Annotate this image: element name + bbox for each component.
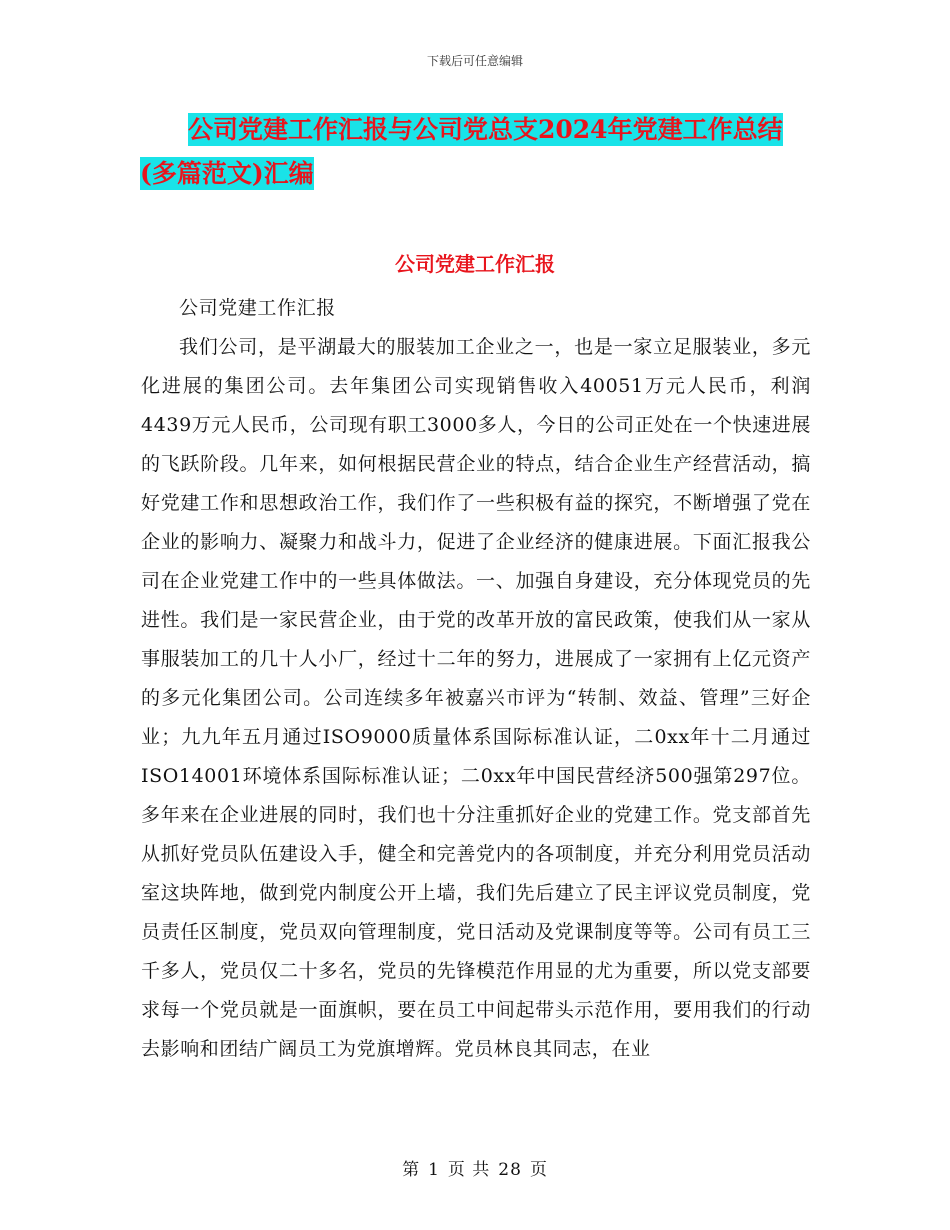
body-text xyxy=(141,289,811,1069)
footer-prefix: 第 xyxy=(402,1160,421,1180)
page-footer xyxy=(0,1155,950,1180)
document-title xyxy=(140,108,860,196)
total-pages: 28 xyxy=(498,1160,522,1180)
header-note: 下载后可任意编辑 xyxy=(426,54,523,68)
footer-suffix: 页 xyxy=(529,1160,548,1180)
paragraph-main: 我们公司，是平湖最大的服装加工企业之一，也是一家立足服装业，多元化进展的集团公司。去年集团公司实现销售收入40051万元人民币，利润4439万元人民币，公司现有职工3000多人，今日的公司正处在一个快速进展的飞跃阶段。几年来，如何根据民营企业的特点，结合企业生产经营活动，搞好党建工作和思想政治工作，我们作了一些积极有益的探究，不断增强了党在企业的影响力、凝聚力和战斗力，促进了企业经济的健康进展。下面汇报我公司在企业党建工作中的一些具体做法。一、加强自身建设，充分体现党员的先进性。我们是一家民营企业，由于党的改革开放的富民政策，使我们从一家从事服装加工的几十人小厂，经过十二年的努力，进展成了一家拥有上亿元资产的多元化集团公司。公司连续多年被嘉兴市评为“转制、效益、管理”三好企业；九九年五月通过ISO9000质量体系国际标准认证，二0xx年十二月通过ISO14001环境体系国际标准认证；二0xx年中国民营经济500强第297位。多年来在企业进展的同时，我们也十分注重抓好企业的党建工作。党支部首先从抓好党员队伍建设入手，健全和完善党内的各项制度，并充分利用党员活动室这块阵地，做到党内制度公开上墙，我们先后建立了民主评议党员制度，党员责任区制度，党员双向管理制度，党日活动及党课制度等等。公司有员工三千多人，党员仅二十多名，党员的先锋模范作用显的尤为重要，所以党支部要求每一个党员就是一面旗帜，要在员工中间起带头示范作用，要用我们的行动去影响和团结广阔员工为党旗增辉。党员林良其同志，在业 xyxy=(141,336,811,1060)
page-number: 1 xyxy=(428,1160,440,1180)
section-title: 公司党建工作汇报 xyxy=(395,252,555,276)
footer-middle: 页 共 xyxy=(447,1160,491,1180)
title-line-1: 公司党建工作汇报与公司党总支2024年党建工作总结 xyxy=(188,115,783,144)
title-line-2: (多篇范文)汇编 xyxy=(140,159,314,188)
paragraph-subheading: 公司党建工作汇报 xyxy=(179,297,336,319)
